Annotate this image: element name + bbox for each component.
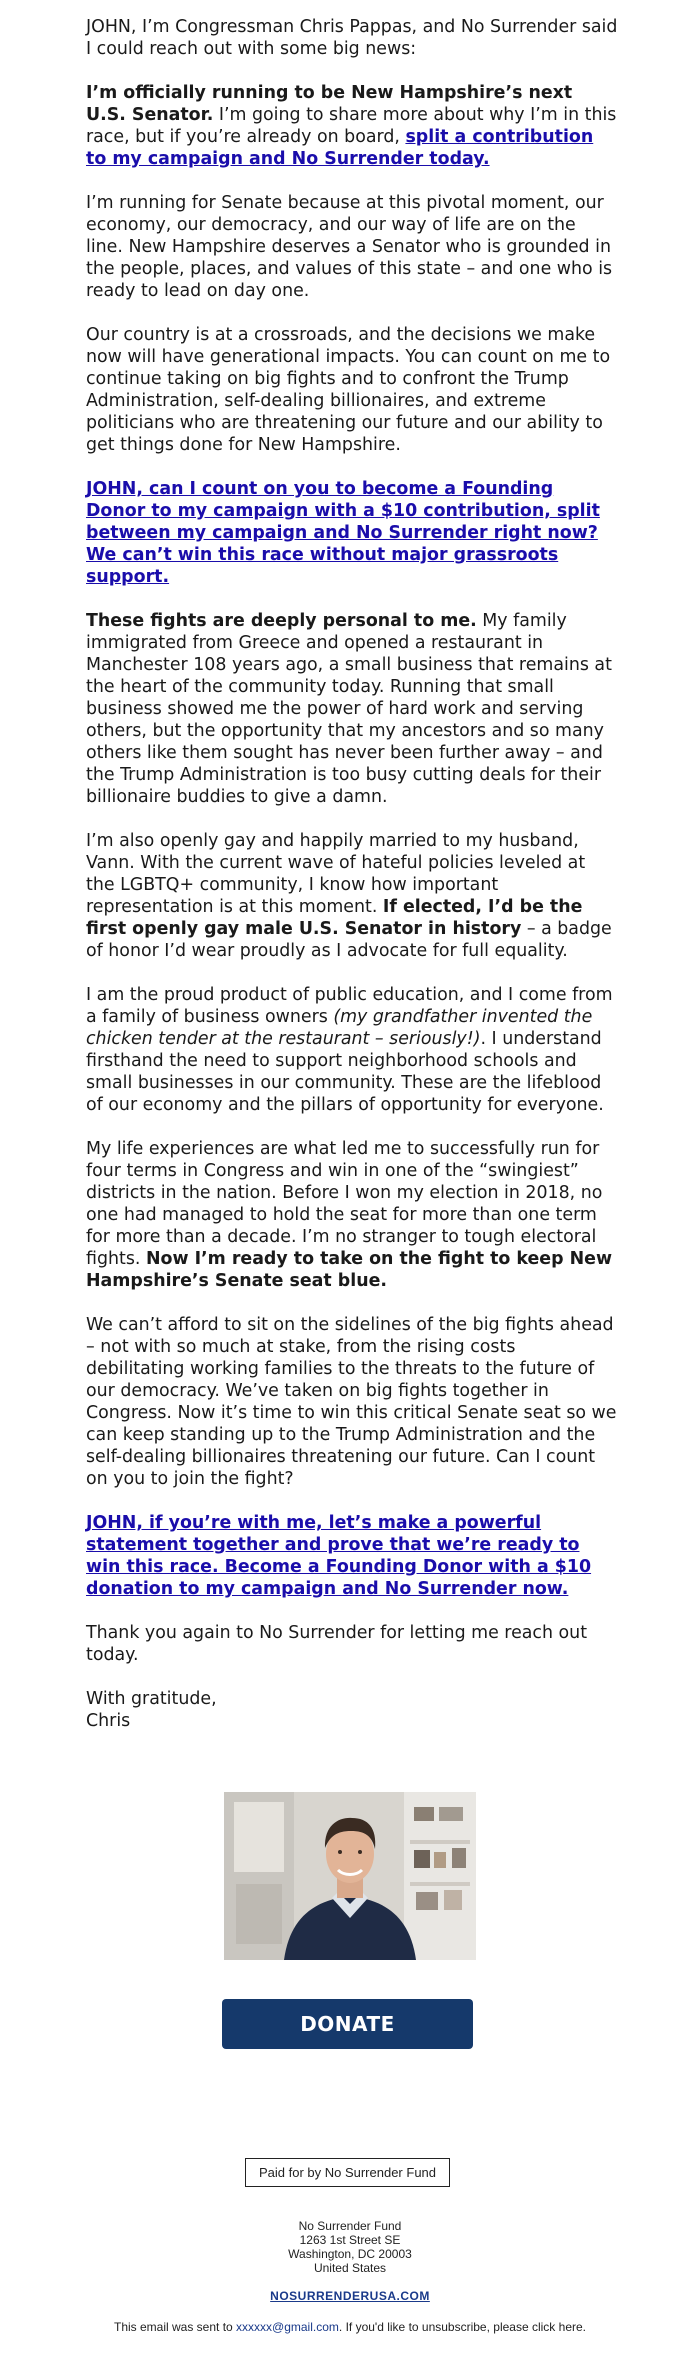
recipient-email: xxxxxx@gmail.com [236, 2320, 339, 2334]
signoff [86, 1688, 618, 1732]
representation-bold: If elected, I’d be the first openly gay male U.S. Senator in history [86, 897, 583, 939]
representation-text-2: – a badge of honor I’d wear proudly as I advocate for full equality. [86, 919, 612, 961]
thanks-paragraph: Thank you again to No Surrender for letting me reach out today. [86, 1623, 588, 1665]
mailing-address [0, 2219, 700, 2275]
street-address: 1263 1st Street SE [299, 2233, 401, 2247]
sidelines-paragraph: We can’t afford to sit on the sidelines of the big fights ahead – not with so much at stake, from the rising costs debilitating working families to the threats to the future of our democracy. We’ve taken on big fights together in Congress. Now it’s time to win this critical Senate seat so we can keep standing up to the Trump Administration and the self-dealing billionaires threatening our future. Can I count on you to join the fight? [86, 1315, 617, 1489]
signature-text: Chris [86, 1711, 131, 1731]
crossroads-paragraph: Our country is at a crossroads, and the decisions we make now will have generational impacts. You can count on me to continue taking on big fights and to confront the Trump Administration, self-dealing billionaires, and extreme politicians who are threatening our future and our ability to get things done for New Hampshire. [86, 325, 611, 455]
education-text: I am the proud product of public education, and I come from a family of business owners [86, 985, 613, 1027]
with-me-paragraph [86, 1512, 618, 1600]
announcement-text: I’m going to share more about why I’m in this race, but if you’re already on board, [86, 105, 617, 147]
education-text-2: . I understand firsthand the need to support neighborhood schools and small businesses in our community. These are the lifeblood of our economy and the pillars of opportunity for everyone. [86, 1029, 604, 1115]
family-bold: These fights are deeply personal to me. [86, 611, 477, 631]
city-state-zip: Washington, DC 20003 [288, 2247, 412, 2261]
with-me-donate-link[interactable]: JOHN, if you’re with me, let’s make a powerful statement together and prove that we’re ready to win this race. Become a Founding Donor with a $10 donation to my campaign and No Surrender now. [86, 1513, 592, 1599]
split-contribution-link[interactable]: split a contribution to my campaign and No Surrender today. [86, 127, 594, 169]
family-text: My family immigrated from Greece and opened a restaurant in Manchester 108 years ago, a small business that remains at the heart of the community today. Running that small business showed me the power of hard work and serving others, but the opportunity that my ancestors and so many others like them sought has never been further away – and the Trump Administration is too busy cutting deals for their billionaire buddies to give a damn. [86, 611, 612, 807]
greeting-paragraph: JOHN, I’m Congressman Chris Pappas, and No Surrender said I could reach out with some big news: [86, 17, 618, 59]
country: United States [313, 2261, 387, 2275]
unsubscribe-text[interactable]: . If you'd like to unsubscribe, please click here. [338, 2320, 586, 2334]
org-name: No Surrender Fund [298, 2219, 402, 2233]
email-body [86, 16, 618, 1732]
website-link-row [0, 2289, 700, 2303]
donate-button[interactable]: DONATE [222, 1999, 473, 2049]
experience-bold: Now I’m ready to take on the fight to keep New Hampshire’s Senate seat blue. [86, 1249, 613, 1291]
representation-text: I’m also openly gay and happily married to my husband, Vann. With the current wave of hateful policies leveled at the LGBTQ+ community, I know how important representation is at this moment. [86, 831, 586, 917]
website-link[interactable]: NOSURRENDERUSA.COM [270, 2289, 430, 2303]
founding-donor-paragraph [86, 478, 618, 588]
representation-paragraph [86, 830, 618, 962]
founding-donor-link[interactable]: JOHN, can I count on you to become a Founding Donor to my campaign with a $10 contribution, split between my campaign and No Surrender right now? We can’t win this race without major grassroots support. [86, 479, 600, 587]
signoff-text: With gratitude, [86, 1689, 217, 1709]
unsubscribe-notice [0, 2320, 700, 2334]
candidate-photo [224, 1792, 476, 1960]
why-running-paragraph: I’m running for Senate because at this pivotal moment, our economy, our democracy, and our way of life are on the line. New Hampshire deserves a Senator who is grounded in the people, places, and values of this state – and one who is ready to lead on day one. [86, 193, 613, 301]
paid-for-disclaimer: Paid for by No Surrender Fund [245, 2158, 450, 2187]
announcement-bold: I’m officially running to be New Hampshire’s next U.S. Senator. [86, 83, 573, 125]
experience-paragraph [86, 1138, 618, 1292]
education-italic: (my grandfather invented the chicken tender at the restaurant – seriously!) [86, 1007, 593, 1049]
announcement-paragraph [86, 82, 618, 170]
experience-text: My life experiences are what led me to successfully run for four terms in Congress and win in one of the “swingiest” districts in the nation. Before I won my election in 2018, no one had managed to hold the seat for more than one term for more than a decade. I’m no stranger to tough electoral fights. [86, 1139, 603, 1269]
family-paragraph [86, 610, 618, 808]
education-paragraph [86, 984, 618, 1116]
sent-prefix: This email was sent to [113, 2320, 237, 2334]
